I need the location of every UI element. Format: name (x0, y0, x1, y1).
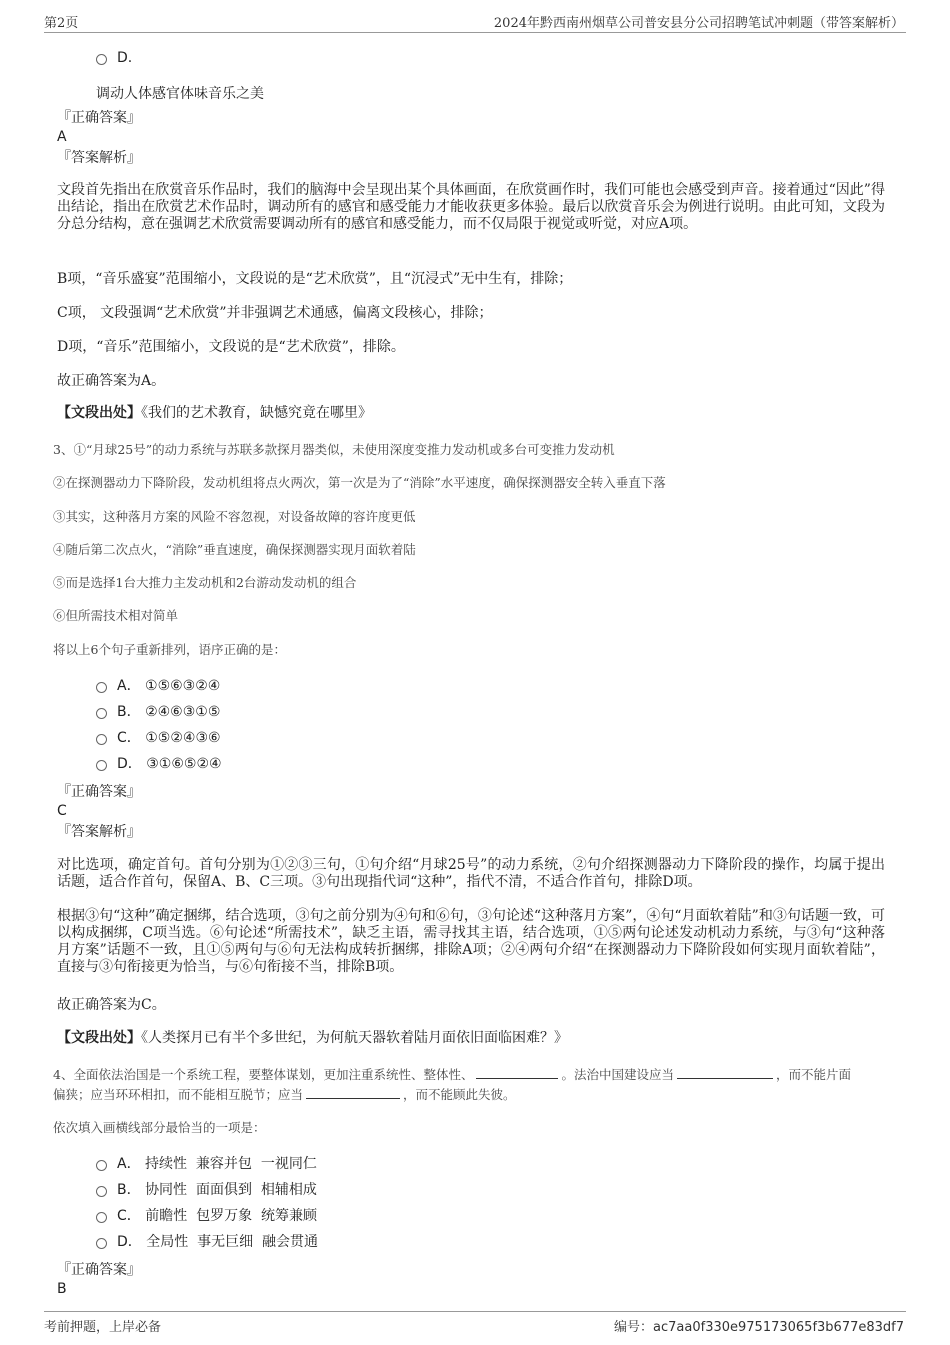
footer-slogan: 考前押题，上岸必备 (44, 1320, 162, 1335)
source-label: 【文段出处】 (57, 1030, 141, 1046)
q2-analysis-paragraph-2: B项，“音乐盛宴”范围缩小，文段说的是“艺术欣赏”，且“沉浸式”无中生有，排除； (57, 271, 573, 287)
source-text: 《我们的艺术教育，缺憾究竟在哪里》 (141, 405, 372, 421)
q3-option-c[interactable]: C． ①⑤②④③⑥ (96, 730, 221, 747)
source-text: 《人类探月已有半个多世纪，为何航天器软着陆月面依旧面临困难？》 (141, 1030, 568, 1046)
q3-analysis-paragraph-2: 根据③句“这种”确定捆绑，结合选项，③句之前分别为④句和⑥句，③句论述“这种落月方案”，④句“月面软着陆”和③句话题一致，可以构成捆绑，C项当选。⑥句论述“所需技术”，缺乏主语，需寻找其主语，结合选项，①⑤两句论述发动机动力系统，与③句“这种落月方案”话题不一致，且①⑤两句与⑥句无法构成转折捆绑，排除A项；②④两句介绍“在探测器动力下降阶段如何实现月面软着陆”，直接与③句衔接更为恰当，与⑥句衔接不当，排除B项。 (57, 908, 885, 975)
q3-option-d[interactable]: D． ③①⑥⑤②④ (96, 756, 222, 773)
q2-answer-label: 『正确答案』 (57, 110, 141, 126)
q3-option-a[interactable]: A． ①⑤⑥③②④ (96, 678, 220, 695)
q4-stem-line-1: 4、全面依法治国是一个系统工程，要整体谋划，更加注重系统性、整体性、 。法治中国建设应当 ，而不能片面 (53, 1067, 851, 1082)
q2-analysis-label: 『答案解析』 (57, 150, 141, 166)
q3-sentence-3: ③其实，这种落月方案的风险不容忽视，对设备故障的容许度更低 (53, 509, 416, 524)
q4-stem-line-2: 偏狭；应当环环相扣，而不能相互脱节；应当 ，而不能顾此失彼。 (53, 1087, 516, 1102)
q3-sentence-6: ⑥但所需技术相对简单 (53, 608, 179, 623)
q3-analysis-paragraph-1: 对比选项，确定首句。首句分别为①②③三句，①句介绍“月球25号”的动力系统，②句介绍探测器动力下降阶段的操作，均属于提出话题，适合作首句，保留A、B、C三项。③句出现指代词“这种”，指代不清，不适合作首句，排除D项。 (57, 857, 885, 890)
q4-answer-label: 『正确答案』 (57, 1262, 141, 1278)
q2-analysis-paragraph-4: D项，“音乐”范围缩小，文段说的是“艺术欣赏”，排除。 (57, 339, 405, 355)
q3-sentence-4: ④随后第二次点火，“消除”垂直速度，确保探测器实现月面软着陆 (53, 542, 416, 557)
q3-stem: 3、①“月球25号”的动力系统与苏联多款探月器类似，未使用深度变推力发动机或多台可变推力发动机 (53, 442, 615, 457)
radio-icon[interactable] (96, 1212, 107, 1223)
q2-source (57, 405, 372, 422)
q2-option-d-text: 调动人体感官体味音乐之美 (96, 86, 264, 102)
fill-blank-3 (306, 1086, 400, 1099)
q4-answer: B (57, 1281, 67, 1297)
header-rule (44, 32, 906, 33)
footer-rule (44, 1311, 906, 1312)
q3-option-b[interactable]: B． ②④⑥③①⑤ (96, 704, 220, 721)
q2-analysis-paragraph-3: C项， 文段强调“艺术欣赏”并非强调艺术通感，偏离文段核心，排除； (57, 305, 493, 321)
q2-analysis-paragraph-1: 文段首先指出在欣赏音乐作品时，我们的脑海中会呈现出某个具体画面，在欣赏画作时，我们可能也会感受到声音。接着通过“因此”得出结论，指出在欣赏艺术作品时，调动所有的感官和感受能力才能收获更多体验。最后以欣赏音乐会为例进行说明。由此可知，文段为分总分结构，意在强调艺术欣赏需要调动所有的感官和感受能力，而不仅局限于视觉或听觉，对应A项。 (57, 182, 885, 232)
q4-option-a[interactable]: A． 持续性 兼容并包 一视同仁 (96, 1156, 317, 1173)
radio-icon[interactable] (96, 682, 107, 693)
q3-sentence-5: ⑤而是选择1台大推力主发动机和2台游动发动机的组合 (53, 575, 357, 590)
q3-answer-label: 『正确答案』 (57, 784, 141, 800)
q3-conclusion: 故正确答案为C。 (57, 997, 166, 1013)
q2-answer: A (57, 129, 67, 145)
page-number: 第2页 (44, 16, 79, 31)
footer-code: 编号：ac7aa0f330e975173065f3b677e83df7 (614, 1320, 904, 1335)
radio-icon[interactable] (96, 760, 107, 771)
q3-sentence-2: ②在探测器动力下降阶段，发动机组将点火两次，第一次是为了“消除”水平速度，确保探测器安全转入垂直下落 (53, 475, 666, 490)
q4-instruction: 依次填入画横线部分最恰当的一项是： (53, 1120, 266, 1135)
fill-blank-1 (476, 1066, 558, 1079)
radio-icon[interactable] (96, 1160, 107, 1171)
source-label: 【文段出处】 (57, 405, 141, 421)
radio-icon[interactable] (96, 54, 107, 65)
q3-source (57, 1030, 568, 1047)
q3-analysis-label: 『答案解析』 (57, 824, 141, 840)
q2-option-d[interactable]: D. (96, 50, 132, 67)
radio-icon[interactable] (96, 1186, 107, 1197)
radio-icon[interactable] (96, 734, 107, 745)
q3-instruction: 将以上6个句子重新排列，语序正确的是： (53, 642, 286, 657)
radio-icon[interactable] (96, 1238, 107, 1249)
document-title: 2024年黔西南州烟草公司普安县分公司招聘笔试冲刺题（带答案解析） (493, 16, 904, 31)
fill-blank-2 (677, 1066, 773, 1079)
q4-option-d[interactable]: D． 全局性 事无巨细 融会贯通 (96, 1234, 318, 1251)
radio-icon[interactable] (96, 708, 107, 719)
q2-conclusion: 故正确答案为A。 (57, 373, 166, 389)
q3-answer: C (57, 803, 67, 819)
q4-option-c[interactable]: C． 前瞻性 包罗万象 统筹兼顾 (96, 1208, 317, 1225)
q4-option-b[interactable]: B． 协同性 面面俱到 相辅相成 (96, 1182, 317, 1199)
